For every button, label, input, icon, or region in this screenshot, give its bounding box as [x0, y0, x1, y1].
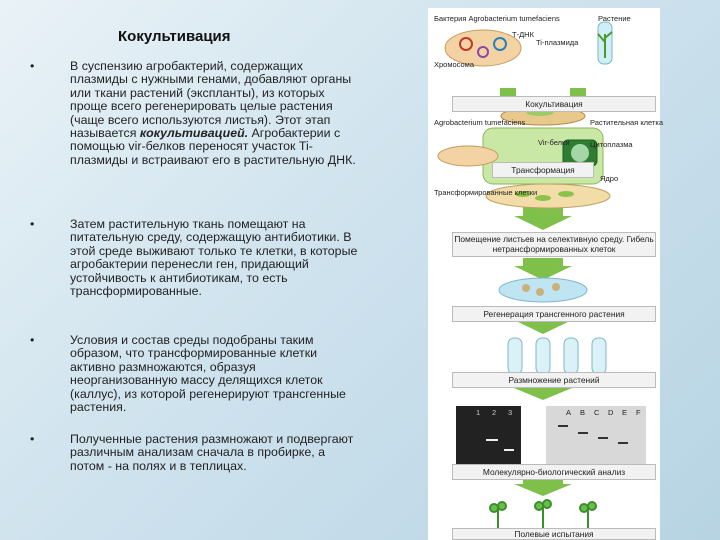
gel2-lane: B: [580, 408, 586, 417]
transformation-box: Трансформация: [492, 162, 594, 178]
gel2-lane: C: [594, 408, 600, 417]
gel1-lane: 2: [492, 408, 497, 417]
selection-box: Помещение листьев на селективную среду. Гибель нетрансформированных клеток: [452, 232, 656, 257]
gel1-lane: 3: [508, 408, 513, 417]
cocultivation-box: Кокультивация: [452, 96, 656, 112]
gel2-lane: E: [622, 408, 628, 417]
bullet-dot: •: [30, 432, 35, 446]
field-trials-box: Полевые испытания: [452, 528, 656, 540]
plant-cell-label: Растительная клетка: [590, 118, 664, 127]
bacterium-label: Бактерия Agrobacterium tumefaciens: [434, 14, 560, 23]
tdna-label: Т-ДНК: [512, 30, 534, 39]
bullet-text: Затем растительную ткань помещают на питательную среду, содержащую антибиотики. В этой среде выживают только те клетки, в которые агробактерии перенесли ген, придающий устойчивость к антибиотикам, то есть трансформированные.: [70, 217, 358, 299]
bullet-text: Полученные растения размножают и подвергают различным анализам сначала в пробирке, а потом - на полях и в теплицах.: [70, 432, 354, 473]
propagation-box: Размножение растений: [452, 372, 656, 388]
slide-title: Кокультивация: [118, 28, 231, 45]
process-diagram: [428, 8, 660, 540]
diagram-graphics: [428, 8, 660, 540]
regeneration-box: Регенерация трансгенного растения: [452, 306, 656, 322]
nucleus-label: Ядро: [600, 174, 619, 183]
gel1-lane: 1: [476, 408, 481, 417]
gel2-lane: A: [566, 408, 572, 417]
bullet-text: В суспензию агробактерий, содержащих плазмиды с нужными генами, добавляют органы или ткани растений (экспланты), из которых проще всего регенерировать целые растения (чаще всего используются листья). Этот этап называется кокультивацией. Агробактерии с помощью vir-белков переносят участок Ti-плазмиды и встраивают его в растительную ДНК.: [70, 59, 356, 167]
analysis-box: Молекулярно-биологический анализ: [452, 464, 656, 480]
plant-label: Растение: [598, 14, 631, 23]
bullet-dot: •: [30, 333, 35, 347]
chromosome-label: Хромосома: [434, 60, 475, 69]
transformed-cells-label: Трансформированные клетки: [434, 188, 538, 197]
agrobacterium-label: Agrobacterium tumefaciens: [434, 118, 526, 127]
vir-proteins-label: Vir-белки: [538, 138, 570, 147]
gel2-lane: F: [636, 408, 641, 417]
emphasis-term: кокультивацией.: [139, 126, 249, 141]
bullet-text: Условия и состав среды подобраны таким образом, что трансформированные клетки активно размножаются, образуя неорганизованную массу делящихся клеток (каллус), из которой регенерируют трансгенные растения.: [70, 333, 346, 415]
bullet-dot: •: [30, 59, 35, 73]
ti-plasmid-label: Ti-плазмида: [536, 38, 579, 47]
bullet-dot: •: [30, 217, 35, 231]
cytoplasm-label: Цитоплазма: [590, 140, 633, 149]
gel2-lane: D: [608, 408, 614, 417]
